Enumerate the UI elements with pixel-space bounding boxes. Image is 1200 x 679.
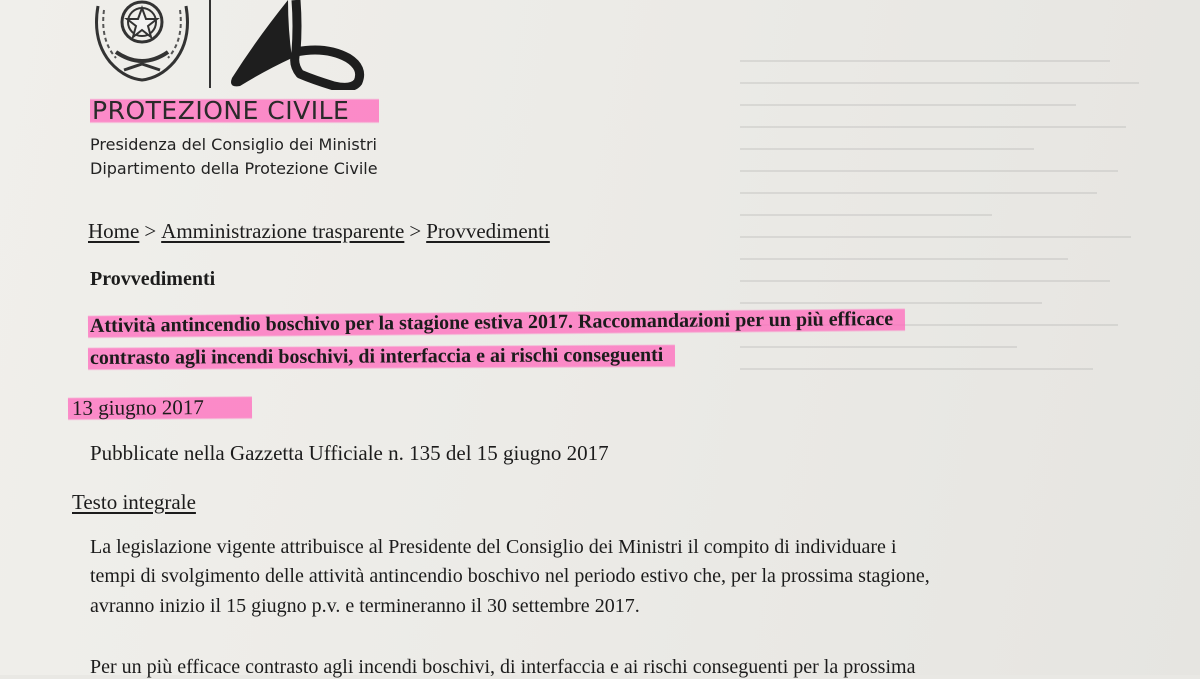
paragraph-line: tempi di svolgimento delle attività antincendio boschivo nel periodo estivo che, per la prossima stagione, <box>90 565 930 587</box>
publication-date: 13 giugno 2017 <box>68 394 252 422</box>
breadcrumb-provvedimenti-link[interactable]: Provvedimenti <box>426 219 550 243</box>
testo-integrale-link[interactable]: Testo integrale <box>72 490 196 514</box>
paragraph-line: La legislazione vigente attribuisce al Presidente del Consiglio dei Ministri il compito di individuare i <box>90 536 897 558</box>
breadcrumb-separator: > <box>144 219 157 243</box>
header-divider <box>209 0 211 88</box>
paragraph-line: Per un più efficace contrasto agli incendi boschivi, di interfaccia e ai rischi conseguenti per la prossima <box>90 656 916 678</box>
protezione-civile-logo-icon <box>226 0 368 90</box>
paragraph-line: avranno inizio il 15 giugno p.v. e termineranno il 30 settembre 2017. <box>90 595 640 617</box>
gazzetta-reference: Pubblicate nella Gazzetta Ufficiale n. 135 del 15 giugno 2017 <box>90 441 609 465</box>
document-title-line-2: contrasto agli incendi boschivi, di interfaccia e ai rischi conseguenti <box>88 342 675 372</box>
breadcrumb-amministrazione-link[interactable]: Amministrazione trasparente <box>161 219 405 243</box>
org-line-dipartimento: Dipartimento della Protezione Civile <box>90 159 378 178</box>
section-title: Provvedimenti <box>90 268 216 290</box>
italian-emblem-icon <box>88 0 196 84</box>
document-title-line-1: Attività antincendio boschivo per la stagione estiva 2017. Raccomandazioni per un più efficace <box>88 306 905 340</box>
breadcrumb-separator: > <box>409 219 422 243</box>
breadcrumb <box>88 219 550 244</box>
breadcrumb-home-link[interactable]: Home <box>88 219 140 243</box>
org-line-presidenza: Presidenza del Consiglio dei Ministri <box>90 135 377 154</box>
brand-title: PROTEZIONE CIVILE <box>90 96 379 125</box>
